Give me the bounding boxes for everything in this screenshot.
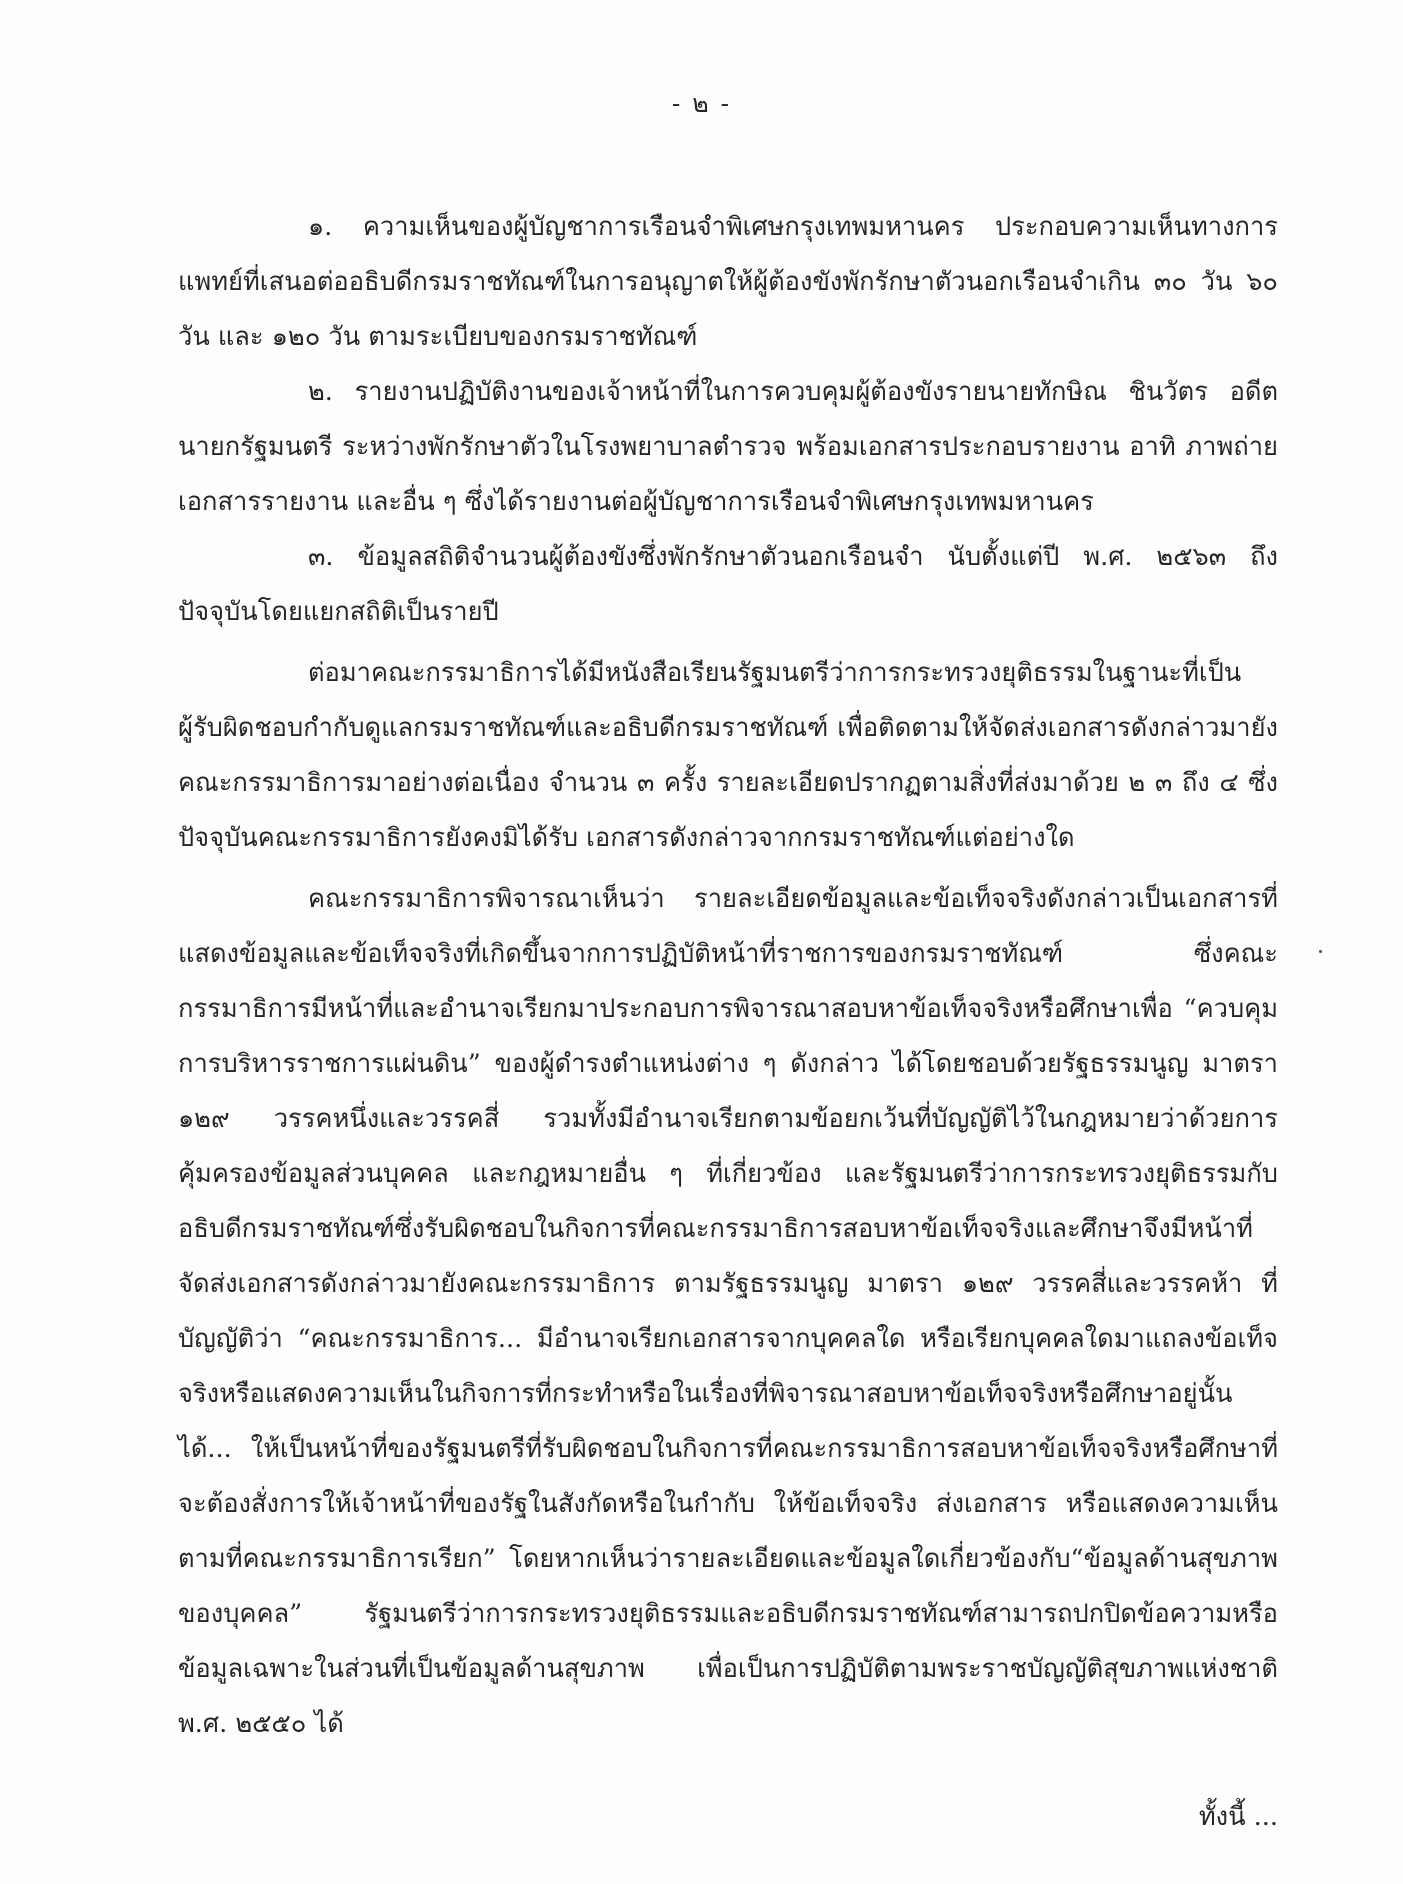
page-continuation: ทั้งนี้ ... [1198, 1802, 1278, 1832]
paragraph-consideration: คณะกรรมาธิการพิจารณาเห็นว่า รายละเอียดข้อมูลและข้อเท็จจริงดังกล่าวเป็นเอกสารที่แสดงข้อมูลและข้อเท็จจริงที่เกิดขึ้นจากการปฏิบัติหน้าที่ราชการของกรมราชทัณฑ์ ซึ่งคณะกรรมาธิการมีหน้าที่และอำนาจเรียกมาประกอบการพิจารณาสอบหาข้อเท็จจริงหรือศึกษาเพื่อ “ควบคุมการบริหารราชการแผ่นดิน” ของผู้ดำรงตำแหน่งต่าง ๆ ดังกล่าว ได้โดยชอบด้วยรัฐธรรมนูญ มาตรา ๑๒๙ วรรคหนึ่งและวรรคสี่ รวมทั้งมีอำนาจเรียกตามข้อยกเว้นที่บัญญัติไว้ในกฎหมายว่าด้วยการคุ้มครองข้อมูลส่วนบุคคล และกฎหมายอื่น ๆ ที่เกี่ยวข้อง และรัฐมนตรีว่าการกระทรวงยุติธรรมกับอธิบดีกรมราชทัณฑ์ซึ่งรับผิดชอบในกิจการที่คณะกรรมาธิการสอบหาข้อเท็จจริงและศึกษาจึงมีหน้าที่จัดส่งเอกสารดังกล่าวมายังคณะกรรมาธิการ ตามรัฐธรรมนูญ มาตรา ๑๒๙ วรรคสี่และวรรคห้า ที่บัญญัติว่า “คณะกรรมาธิการ... มีอำนาจเรียกเอกสารจากบุคคลใด หรือเรียกบุคคลใดมาแถลงข้อเท็จจริงหรือแสดงความเห็นในกิจการที่กระทำหรือในเรื่องที่พิจารณาสอบหาข้อเท็จจริงหรือศึกษาอยู่นั้นได้... ให้เป็นหน้าที่ของรัฐมนตรีที่รับผิดชอบในกิจการที่คณะกรรมาธิการสอบหาข้อเท็จจริงหรือศึกษาที่จะต้องสั่งการให้เจ้าหน้าที่ของรัฐในสังกัดหรือในกำกับ ให้ข้อเท็จจริง ส่งเอกสาร หรือแสดงความเห็นตามที่คณะกรรมาธิการเรียก” โดยหากเห็นว่ารายละเอียดและข้อมูลใดเกี่ยวข้องกับ“ข้อมูลด้านสุขภาพของบุคคล” รัฐมนตรีว่าการกระทรวงยุติธรรมและอธิบดีกรมราชทัณฑ์สามารถปกปิดข้อความหรือข้อมูลเฉพาะในส่วนที่เป็นข้อมูลด้านสุขภาพ เพื่อเป็นการปฏิบัติตามพระราชบัญญัติสุขภาพแห่งชาติ พ.ศ. ๒๕๕๐ ได้ [178, 884, 1278, 1739]
paragraph-item-2: ๒. รายงานปฏิบัติงานของเจ้าหน้าที่ในการควบคุมผู้ต้องขังรายนายทักษิณ ชินวัตร อดีตนายกรัฐมนตรี ระหว่างพักรักษาตัวในโรงพยาบาลตำรวจ พร้อมเอกสารประกอบรายงาน อาทิ ภาพถ่าย เอกสารรายงาน และอื่น ๆ ซึ่งได้รายงานต่อผู้บัญชาการเรือนจำพิเศษกรุงเทพมหานคร [178, 377, 1278, 517]
scan-speck [1319, 950, 1322, 953]
paragraph-item-1: ๑. ความเห็นของผู้บัญชาการเรือนจำพิเศษกรุงเทพมหานคร ประกอบความเห็นทางการแพทย์ที่เสนอต่ออธิบดีกรมราชทัณฑ์ในการอนุญาตให้ผู้ต้องขังพักรักษาตัวนอกเรือนจำเกิน ๓๐ วัน ๖๐ วัน และ ๑๒๐ วัน ตามระเบียบของกรมราชทัณฑ์ [178, 212, 1278, 352]
page-number: - ๒ - [671, 89, 732, 118]
paragraph-item-3: ๓. ข้อมูลสถิติจำนวนผู้ต้องขังซึ่งพักรักษาตัวนอกเรือนจำ นับตั้งแต่ปี พ.ศ. ๒๕๖๓ ถึงปัจจุบันโดยแยกสถิติเป็นรายปี [178, 542, 1278, 627]
paragraph-follow-up: ต่อมาคณะกรรมาธิการได้มีหนังสือเรียนรัฐมนตรีว่าการกระทรวงยุติธรรมในฐานะที่เป็นผู้รับผิดชอบกำกับดูแลกรมราชทัณฑ์และอธิบดีกรมราชทัณฑ์ เพื่อติดตามให้จัดส่งเอกสารดังกล่าวมายังคณะกรรมาธิการมาอย่างต่อเนื่อง จำนวน ๓ ครั้ง รายละเอียดปรากฏตามสิ่งที่ส่งมาด้วย ๒ ๓ ถึง ๔ ซึ่งปัจจุบันคณะกรรมาธิการยังคงมิได้รับ เอกสารดังกล่าวจากกรมราชทัณฑ์แต่อย่างใด [178, 658, 1278, 853]
document-body [178, 200, 1278, 1752]
